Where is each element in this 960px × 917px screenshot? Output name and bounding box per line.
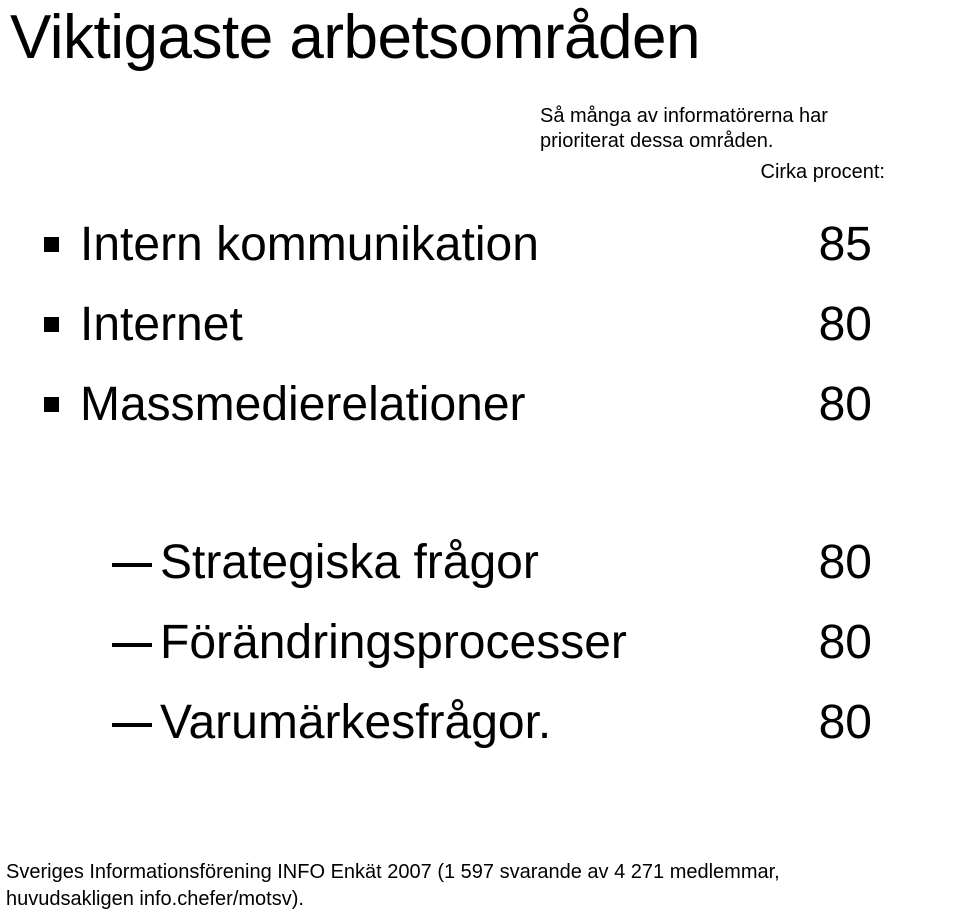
sub-item-label: Varumärkesfrågor. [160,696,552,749]
item-label: Massmedierelationer [80,378,526,431]
square-bullet-icon [44,317,59,332]
square-bullet-icon [44,397,59,412]
square-bullet-icon [44,237,59,252]
sub-list-item [0,605,960,681]
sub-list-item [0,525,960,601]
page-title: Viktigaste arbetsområden [10,3,700,72]
sub-item-value: 80 [818,696,872,749]
dash-bullet-icon [112,723,152,727]
footnote-line-1: Sveriges Informationsförening INFO Enkät 2007 (1 597 svarande av 4 271 medlemmar, [6,861,780,883]
sub-item-value: 80 [818,536,872,589]
footnote-line-2: huvudsakligen info.chefer/motsv). [6,888,304,910]
sub-item-label: Strategiska frågor [160,536,539,589]
dash-bullet-icon [112,643,152,647]
sub-item-label: Förändringsprocesser [160,616,627,669]
sub-list-item [0,685,960,761]
note-line-3: Cirka procent: [760,161,885,183]
sub-item-value: 80 [818,616,872,669]
dash-bullet-icon [112,563,152,567]
item-value: 80 [818,298,872,351]
item-value: 85 [818,218,872,271]
item-label: Internet [80,298,243,351]
item-label: Intern kommunikation [80,218,539,271]
list-item [0,287,960,363]
list-item [0,207,960,283]
item-value: 80 [818,378,872,431]
note-line-2: prioriterat dessa områden. [540,130,774,152]
note-line-1: Så många av informatörerna har [540,105,828,127]
note [540,104,920,183]
list-item [0,367,960,443]
source-footnote [6,859,780,913]
